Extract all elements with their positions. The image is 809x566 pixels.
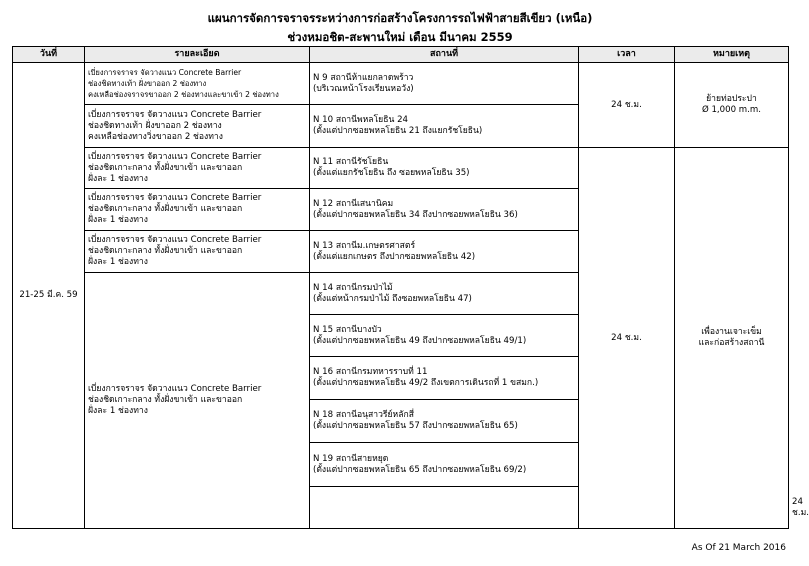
location-cell: N 12 สถานีเสนานิคม (ตั้งแต่ปากซอยพหลโยธิน 34 ถึงปากซอยพหลโยธิน 36)	[310, 189, 579, 231]
location-cell: N 15 สถานีบางบัว (ตั้งแต่ปากซอยพหลโยธิน 49 ถึงปากซอยพหลโยธิน 49/1)	[310, 315, 579, 357]
date-cell: 21-25 มี.ค. 59	[13, 63, 85, 529]
details-cell: เบี่ยงการจราจร จัดวางแนว Concrete Barrier ช่องชิดเกาะกลาง ทั้งฝั่งขาเข้า และขาออก ฝั่งละ 1 ช่องทาง	[85, 231, 310, 273]
remark-cell: เพื่องานเจาะเข็ม และก่อสร้างสถานี	[675, 148, 789, 529]
time-cell: 24 ช.ม.	[579, 63, 675, 148]
details-cell: เบี่ยงการจราจร จัดวางแนว Concrete Barrier ช่องชิดเกาะกลาง ทั้งฝั่งขาเข้า และขาออก ฝั่งละ 1 ช่องทาง	[85, 273, 310, 529]
location-cell: N 14 สถานีกรมป่าไม้ (ตั้งแต่หน้ากรมป่าไม้ ถึงซอยพหลโยธิน 47)	[310, 273, 579, 315]
details-cell-empty	[310, 487, 579, 529]
time-cell: 24 ช.ม.	[579, 148, 675, 529]
location-cell: N 18 สถานีอนุสาวรีย์หลักสี่ (ตั้งแต่ปากซอยพหลโยธิน 57 ถึงปากซอยพหลโยธิน 65)	[310, 400, 579, 443]
table-row: 24 ช.ม.	[13, 487, 789, 529]
details-cell: เบี่ยงการจราจร จัดวางแนว Concrete Barrier ช่องชิดทางเท้า ฝั่งขาออก 2 ช่องทาง คงเหลือช่องจราจรขาออก 2 ช่องทางและขาเข้า 2 ช่องทาง	[85, 63, 310, 105]
location-cell: N 16 สถานีกรมทหารราบที่ 11 (ตั้งแต่ปากซอยพหลโยธิน 49/2 ถึงเขตการเดินรถที่ 1 ขสมก.)	[310, 357, 579, 400]
as-of-date: As Of 21 March 2016	[691, 543, 786, 553]
location-cell: N 10 สถานีพหลโยธิน 24 (ตั้งแต่ปากซอยพหลโยธิน 21 ถึงแยกรัชโยธิน)	[310, 105, 579, 148]
column-header-date: วันที่	[13, 47, 85, 63]
remark-cell: ย้ายท่อประปา Ø 1,000 m.m.	[675, 63, 789, 148]
table-row	[13, 63, 789, 105]
column-header-remark: หมายเหตุ	[675, 47, 789, 63]
document-subtitle: ช่วงหมอชิต-สะพานใหม่ เดือน มีนาคม 2559	[287, 30, 513, 44]
column-header-location: สถานที่	[310, 47, 579, 63]
location-cell: N 13 สถานีม.เกษตรศาสตร์ (ตั้งแต่แยกเกษตร ถึงปากซอยพหลโยธิน 42)	[310, 231, 579, 273]
location-cell: N 9 สถานีห้าแยกลาดพร้าว (บริเวณหน้าโรงเรียนหอวัง)	[310, 63, 579, 105]
document-title: แผนการจัดการจราจรระหว่างการก่อสร้างโครงการรถไฟฟ้าสายสีเขียว (เหนือ)	[207, 11, 593, 25]
column-header-details: รายละเอียด	[85, 47, 310, 63]
location-cell: N 19 สถานีสายหยุด (ตั้งแต่ปากซอยพหลโยธิน 65 ถึงปากซอยพหลโยธิน 69/2)	[310, 443, 579, 487]
details-cell: เบี่ยงการจราจร จัดวางแนว Concrete Barrier ช่องชิดเกาะกลาง ทั้งฝั่งขาเข้า และขาออก ฝั่งละ 1 ช่องทาง	[85, 148, 310, 189]
table-row	[13, 148, 789, 189]
column-header-time: เวลา	[579, 47, 675, 63]
schedule-table	[12, 46, 809, 529]
table-header-row	[13, 47, 789, 63]
details-cell: เบี่ยงการจราจร จัดวางแนว Concrete Barrier ช่องชิดทางเท้า ฝั่งขาออก 2 ช่องทาง คงเหลือช่องทางวิ่งขาออก 2 ช่องทาง	[85, 105, 310, 148]
details-cell: เบี่ยงการจราจร จัดวางแนว Concrete Barrier ช่องชิดเกาะกลาง ทั้งฝั่งขาเข้า และขาออก ฝั่งละ 1 ช่องทาง	[85, 189, 310, 231]
location-cell: N 11 สถานีรัชโยธิน (ตั้งแต่แยกรัชโยธิน ถึง ซอยพหลโยธิน 35)	[310, 148, 579, 189]
